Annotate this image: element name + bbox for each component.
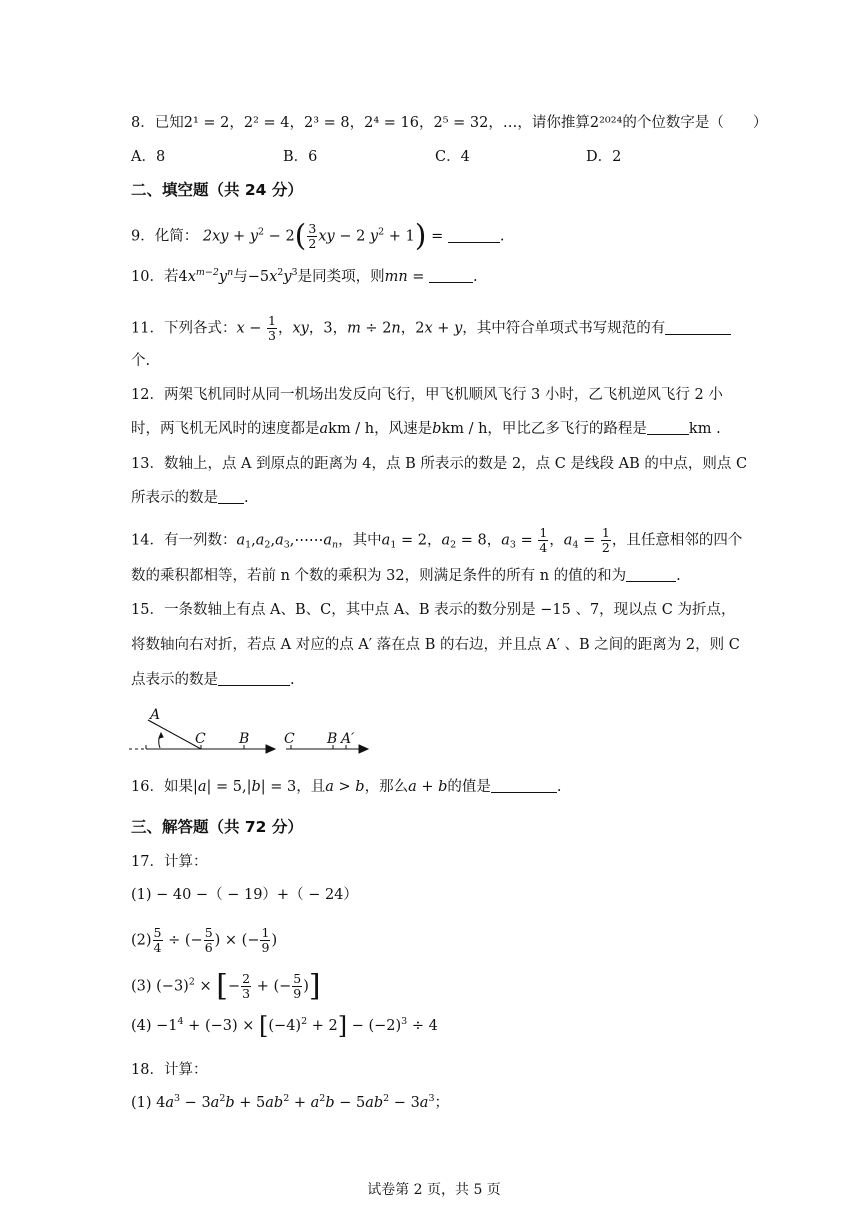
- q18-part1: (1) $4a^3 - 3a^2b + 5ab^2 + a^2b - 5ab^2 - 3a^3$；: [131, 1093, 449, 1111]
- page-footer: 试卷第 2 页，共 5 页: [367, 1182, 501, 1198]
- fig-label-b-left: B: [239, 731, 250, 747]
- q10-answer-blank[interactable]: [429, 268, 473, 283]
- q17-part3: (3) $(-3)^2$ × [− $\frac{2}{3}$ + (− $\frac{5}{9}$ )]: [131, 968, 321, 1004]
- q10-label: 10．若: [131, 269, 179, 285]
- q9: 9．化简： $2xy + y^2 - 2$( $\frac{3}{2}$ xy − 2 $y^2 + 1$) = .: [131, 218, 505, 254]
- q11-line2: 个.: [131, 353, 151, 369]
- q17-part1: (1) − 40 −（ − 19）+（ − 24）: [131, 887, 358, 903]
- q17-title: 17．计算：: [131, 854, 208, 870]
- q15-line2: 将数轴向右对折，若点 A 对应的点 A′ 落在点 B 的右边，并且点 A′ 、B 之间的距离为 2，则 C: [131, 637, 740, 653]
- q18-title: 18．计算：: [131, 1062, 208, 1078]
- q16-label: 16．如果: [131, 779, 193, 795]
- q16: 16．如果|a| = 5,|b| = 3，且a > b，那么a + b的值是 .: [131, 779, 562, 795]
- q14-line2: 数的乘积都相等，若前 n 个数的乘积为 32，则满足条件的所有 n 的值的和为 .: [131, 568, 681, 584]
- fig-label-a: A: [150, 707, 161, 723]
- q8-seq-4: 2⁴ = 16: [364, 115, 420, 131]
- q8-seq-1: 2¹ = 2: [183, 115, 230, 131]
- q13-line2: 所表示的数是 .: [131, 490, 249, 506]
- fig-label-c-left: C: [195, 731, 206, 747]
- q11-answer-blank[interactable]: [665, 320, 731, 335]
- q10: 10．若$4x^{m-2}y^n$与$-5x^2y^3$是同类项，则mn = .: [131, 267, 478, 285]
- q16-answer-blank[interactable]: [491, 778, 557, 793]
- section-solve-heading: 三、解答题（共 72 分）: [131, 818, 303, 836]
- q9-label: 9．化简：: [131, 228, 199, 245]
- q11-label: 11．下列各式：: [131, 320, 237, 337]
- q15-answer-blank[interactable]: [218, 671, 290, 686]
- q13-answer-blank[interactable]: [218, 489, 244, 504]
- q8-stem: 8．已知2¹ = 2，2² = 4，2³ = 8，2⁴ = 16，2⁵ = 32，…，请你推算2²⁰²⁴的个位数字是（ ）: [131, 115, 768, 131]
- q8-seq-3: 2³ = 8: [304, 115, 350, 131]
- q8-label: 8．已知: [131, 115, 184, 131]
- q8-option-d[interactable]: D．2: [586, 149, 622, 165]
- fig-label-c-right: C: [284, 731, 295, 747]
- q8-option-a[interactable]: A．8: [131, 149, 166, 165]
- q8-tail: ，…，请你推算2²⁰²⁴的个位数字是（ ）: [488, 115, 768, 131]
- q8-option-b[interactable]: B．6: [283, 149, 318, 165]
- q8-seq-5: 2⁵ = 32: [433, 115, 489, 131]
- q12-line1: 12．两架飞机同时从同一机场出发反向飞行，甲飞机顺风飞行 3 小时，乙飞机逆风飞行 2 小: [131, 387, 723, 403]
- q13-line1: 13．数轴上，点 A 到原点的距离为 4，点 B 所表示的数是 2，点 C 是线段 AB 的中点，则点 C: [131, 456, 748, 472]
- q8-seq-2: 2² = 4: [243, 115, 290, 131]
- q17-part2: (2) $\frac{5}{4}$ ÷ (− $\frac{5}{6}$ ) × (− $\frac{1}{9}$ ): [131, 925, 278, 955]
- fig-label-b-right: B: [327, 731, 338, 747]
- q17-part4: $(4) -1^4 + (-3) \times [(-4)^2 + 2] - (-2)^3 \div 4$: [131, 1012, 438, 1040]
- q12-line2: 时，两飞机无风时的速度都是akm / h，风速是bkm / h，甲比乙多飞行的路程是 km .: [131, 421, 721, 437]
- q14-answer-blank[interactable]: [626, 567, 676, 582]
- q8-option-c[interactable]: C．4: [435, 149, 470, 165]
- q9-answer-blank[interactable]: [448, 228, 500, 243]
- fig-label-a-prime: A′: [341, 731, 355, 747]
- q15-line1: 15．一条数轴上有点 A、B、C，其中点 A、B 表示的数分别是 −15 、7，现以点 C 为折点，: [131, 602, 736, 618]
- q11: 11．下列各式：x − $\frac{1}{3}$ ，xy，3，m ÷ 2n，2x + y，其中符合单项式书写规范的有: [131, 314, 731, 343]
- q15-line3: 点表示的数是 .: [131, 672, 295, 688]
- section-fill-in-heading: 二、填空题（共 24 分）: [131, 181, 303, 199]
- q15-number-line-figure: [126, 704, 376, 760]
- q12-answer-blank[interactable]: [647, 420, 689, 435]
- q14-line1: 14．有一列数：$a_1,a_2,a_3,\cdots\cdots a_n$，其中$a_1 = 2$，$a_2 = 8$，$a_3$ = $\frac{1}{4}$ ，$a_4$ = $\frac{1}{2}$ ，且任意相邻的四个: [131, 525, 743, 555]
